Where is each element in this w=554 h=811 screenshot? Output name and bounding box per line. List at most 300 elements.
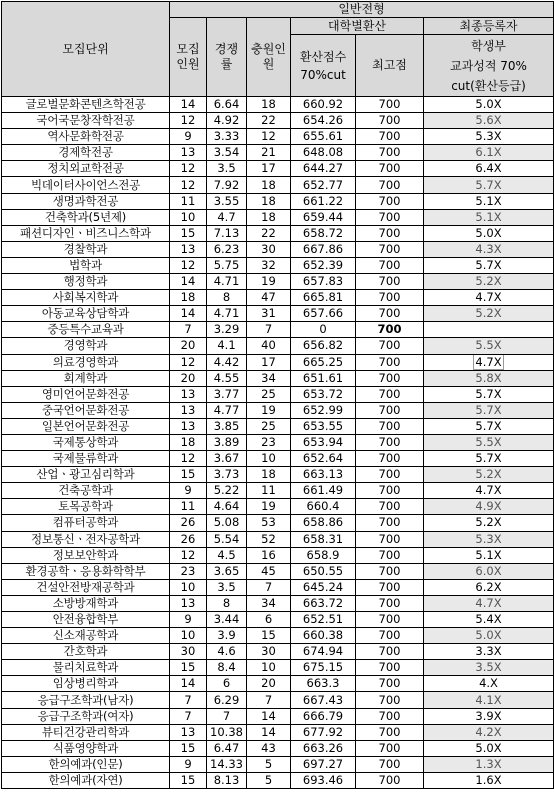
quota-cell: 13 [170,402,207,418]
table-row [2,402,554,418]
converted-header: 대학별환산 [291,18,424,35]
quota-header: 모집 인원 [170,18,207,97]
quota-cell: 20 [170,338,207,354]
max-score-cell: 700 [356,322,424,338]
table-row [2,756,554,772]
max-score-header: 최고점 [356,35,424,97]
quota-cell: 26 [170,531,207,547]
ratio-cell: 3.44 [207,612,247,628]
ratio-cell: 3.54 [207,145,247,161]
extra-cell: 11 [247,483,291,499]
grade-cell: 4.2X [424,724,554,740]
extra-cell: 47 [247,290,291,306]
quota-cell: 20 [170,370,207,386]
quota-cell: 13 [170,595,207,611]
score-cell: 663.26 [291,740,356,756]
table-row [2,418,554,434]
grade-cell: 3.3X [424,644,554,660]
max-score-cell: 700 [356,483,424,499]
unit-cell: 식품영양학과 [2,740,170,756]
admission-results-table [1,1,554,789]
score-cell: 675.15 [291,660,356,676]
quota-cell: 15 [170,660,207,676]
table-row [2,274,554,290]
score-cell: 653.55 [291,418,356,434]
ratio-cell: 3.89 [207,434,247,450]
max-score-cell: 700 [356,756,424,772]
quota-cell: 11 [170,193,207,209]
unit-cell: 한의예과(자연) [2,772,170,788]
ratio-cell: 6 [207,676,247,692]
unit-cell: 글로벌문화콘텐츠학전공 [2,97,170,113]
unit-header: 모집단위 [2,2,170,97]
score-cell: 652.39 [291,257,356,273]
unit-cell: 영미언어문화전공 [2,386,170,402]
grade-cell: 3.5X [424,660,554,676]
max-score-cell: 700 [356,547,424,563]
extra-cell: 52 [247,531,291,547]
grade-cell: 5.2X [424,467,554,483]
table-row [2,595,554,611]
ratio-cell: 7 [207,708,247,724]
max-score-cell: 700 [356,274,424,290]
score-cell: 665.81 [291,290,356,306]
quota-cell: 7 [170,708,207,724]
quota-cell: 9 [170,129,207,145]
unit-cell: 일본언어문화전공 [2,418,170,434]
score-cell: 656.82 [291,338,356,354]
quota-cell: 13 [170,241,207,257]
quota-cell: 7 [170,692,207,708]
ratio-cell: 3.29 [207,322,247,338]
unit-cell: 정치외교학전공 [2,161,170,177]
score-cell: 648.08 [291,145,356,161]
max-score-cell: 700 [356,772,424,788]
grade-cell: 4.X [424,676,554,692]
extra-cell: 17 [247,354,291,370]
quota-cell: 18 [170,434,207,450]
quota-cell: 12 [170,177,207,193]
table-row [2,547,554,563]
max-score-cell: 700 [356,708,424,724]
extra-cell: 18 [247,97,291,113]
quota-cell: 10 [170,628,207,644]
table-row [2,467,554,483]
max-score-cell: 700 [356,97,424,113]
ratio-cell: 4.92 [207,113,247,129]
unit-cell: 법학과 [2,257,170,273]
grade-cell: 5.0X [424,225,554,241]
grade-cell: 5.7X [424,257,554,273]
ratio-cell: 4.6 [207,644,247,660]
max-score-cell: 700 [356,595,424,611]
max-score-cell: 700 [356,306,424,322]
quota-cell: 10 [170,579,207,595]
ratio-cell: 3.55 [207,193,247,209]
max-score-cell: 700 [356,451,424,467]
table-row [2,483,554,499]
table-row [2,306,554,322]
max-score-cell: 700 [356,644,424,660]
max-score-cell: 700 [356,563,424,579]
grade-cell: 1.6X [424,772,554,788]
unit-cell: 의료경영학과 [2,354,170,370]
table-row [2,692,554,708]
table-row [2,257,554,273]
unit-cell: 패션디자인ㆍ비즈니스학과 [2,225,170,241]
table-row [2,772,554,788]
table-row [2,451,554,467]
table-row [2,177,554,193]
quota-cell: 9 [170,483,207,499]
ratio-cell: 4.1 [207,338,247,354]
table-row [2,338,554,354]
grade-cell: 4.1X [424,692,554,708]
quota-cell: 13 [170,724,207,740]
unit-cell: 신소재공학과 [2,628,170,644]
quota-cell: 12 [170,113,207,129]
quota-cell: 14 [170,274,207,290]
table-row [2,563,554,579]
extra-cell: 6 [247,612,291,628]
grade-cell: 5.6X [424,113,554,129]
max-score-cell: 700 [356,193,424,209]
table-row [2,644,554,660]
unit-cell: 경제학전공 [2,145,170,161]
quota-cell: 18 [170,290,207,306]
score-cell: 666.79 [291,708,356,724]
score-cell: 660.92 [291,97,356,113]
extra-cell: 43 [247,740,291,756]
quota-cell: 15 [170,225,207,241]
extra-cell: 19 [247,274,291,290]
ratio-header: 경쟁 률 [207,18,247,97]
score70-header: 환산점수 70%cut [291,35,356,97]
ratio-cell: 6.29 [207,692,247,708]
unit-cell: 중국언어문화전공 [2,402,170,418]
unit-cell: 산업ㆍ광고심리학과 [2,467,170,483]
unit-cell: 안전융합학부 [2,612,170,628]
unit-cell: 간호학과 [2,644,170,660]
quota-cell: 12 [170,354,207,370]
grade-cell: 5.1X [424,209,554,225]
grade-cell: 6.0X [424,563,554,579]
unit-cell: 회계학과 [2,370,170,386]
extra-cell: 31 [247,306,291,322]
ratio-cell: 14.33 [207,756,247,772]
ratio-cell: 5.54 [207,531,247,547]
grade-cell: 6.1X [424,145,554,161]
quota-cell: 26 [170,515,207,531]
unit-cell: 정보통신ㆍ전자공학과 [2,531,170,547]
score-cell: 653.72 [291,386,356,402]
ratio-cell: 3.5 [207,161,247,177]
score-cell: 652.64 [291,451,356,467]
ratio-cell: 3.5 [207,579,247,595]
table-row [2,724,554,740]
max-score-cell: 700 [356,660,424,676]
score-cell: 657.66 [291,306,356,322]
ratio-cell: 8.4 [207,660,247,676]
score-cell: 652.77 [291,177,356,193]
extra-cell: 19 [247,402,291,418]
extra-cell: 5 [247,756,291,772]
quota-cell: 7 [170,322,207,338]
extra-cell: 14 [247,708,291,724]
score-cell: 655.61 [291,129,356,145]
table-row [2,660,554,676]
quota-cell: 30 [170,644,207,660]
max-score-cell: 700 [356,370,424,386]
table-row [2,434,554,450]
extra-cell: 23 [247,434,291,450]
grade-cell [424,354,554,370]
score-cell: 0 [291,322,356,338]
ratio-cell: 6.47 [207,740,247,756]
max-score-cell: 700 [356,225,424,241]
extra-header: 충원인 원 [247,18,291,97]
table-row [2,97,554,113]
unit-cell: 국제통상학과 [2,434,170,450]
extra-cell: 20 [247,676,291,692]
extra-cell: 25 [247,418,291,434]
unit-cell: 중등특수교육과 [2,322,170,338]
score-cell: 665.25 [291,354,356,370]
final-grade-header: 학생부 교과성적 70% cut(환산등급) [424,35,554,97]
extra-cell: 19 [247,499,291,515]
score-cell: 667.43 [291,692,356,708]
ratio-cell: 5.75 [207,257,247,273]
grade-cell: 5.0X [424,628,554,644]
table-row [2,193,554,209]
unit-cell: 아동교육상담학과 [2,306,170,322]
ratio-cell: 7.92 [207,177,247,193]
unit-cell: 행정학과 [2,274,170,290]
max-score-cell: 700 [356,515,424,531]
unit-cell: 빅데이터사이언스전공 [2,177,170,193]
ratio-cell: 5.08 [207,515,247,531]
extra-cell: 10 [247,451,291,467]
quota-cell: 13 [170,418,207,434]
max-score-cell: 700 [356,257,424,273]
score-cell: 660.38 [291,628,356,644]
grade-cell: 5.3X [424,531,554,547]
ratio-cell: 4.5 [207,547,247,563]
quota-cell: 15 [170,467,207,483]
quota-cell: 14 [170,306,207,322]
extra-cell: 15 [247,628,291,644]
general-admission-header: 일반전형 [170,2,554,18]
grade-cell: 5.7X [424,386,554,402]
max-score-cell: 700 [356,161,424,177]
ratio-cell: 5.22 [207,483,247,499]
grade-cell: 6.4X [424,161,554,177]
table-row [2,515,554,531]
table-row [2,499,554,515]
grade-cell: 5.3X [424,129,554,145]
extra-cell: 16 [247,547,291,563]
quota-cell: 13 [170,386,207,402]
unit-cell: 건설안전방재공학과 [2,579,170,595]
max-score-cell: 700 [356,129,424,145]
grade-cell: 5.2X [424,515,554,531]
ratio-cell: 4.42 [207,354,247,370]
unit-cell: 역사문화학전공 [2,129,170,145]
max-score-cell: 700 [356,418,424,434]
extra-cell: 10 [247,660,291,676]
score-cell: 663.13 [291,467,356,483]
score-cell: 660.4 [291,499,356,515]
max-score-cell: 700 [356,434,424,450]
grade-highlight: 4.7X [475,354,502,369]
ratio-cell: 6.64 [207,97,247,113]
extra-cell: 18 [247,193,291,209]
unit-cell: 건축공학과 [2,483,170,499]
score-cell: 652.51 [291,612,356,628]
score-cell: 658.72 [291,225,356,241]
unit-cell: 물리치료학과 [2,660,170,676]
score-cell: 674.94 [291,644,356,660]
unit-cell: 임상병리학과 [2,676,170,692]
ratio-cell: 8.13 [207,772,247,788]
score-cell: 644.27 [291,161,356,177]
grade-cell: 5.1X [424,547,554,563]
grade-cell: 4.3X [424,241,554,257]
table-row [2,145,554,161]
grade-cell: 5.7X [424,418,554,434]
table-row [2,241,554,257]
max-score-cell: 700 [356,531,424,547]
unit-cell: 컴퓨터공학과 [2,515,170,531]
unit-cell: 소방방재학과 [2,595,170,611]
score-cell: 653.94 [291,434,356,450]
quota-cell: 15 [170,772,207,788]
unit-cell: 환경공학ㆍ응용화학학부 [2,563,170,579]
max-score-cell: 700 [356,177,424,193]
ratio-cell: 8 [207,595,247,611]
max-score-cell: 700 [356,354,424,370]
table-row [2,676,554,692]
grade-cell: 5.7X [424,451,554,467]
unit-cell: 토목공학과 [2,499,170,515]
grade-cell: 5.5X [424,434,554,450]
grade-cell: 5.0X [424,740,554,756]
score-cell: 652.99 [291,402,356,418]
extra-cell: 53 [247,515,291,531]
table-row [2,225,554,241]
grade-cell [424,322,554,338]
max-score-cell: 700 [356,692,424,708]
quota-cell: 10 [170,209,207,225]
table-row [2,113,554,129]
max-score-cell: 700 [356,628,424,644]
quota-cell: 9 [170,756,207,772]
ratio-cell: 4.7 [207,209,247,225]
table-header [2,2,554,97]
table-row [2,129,554,145]
score-cell: 677.92 [291,724,356,740]
ratio-cell: 10.38 [207,724,247,740]
ratio-cell: 7.13 [207,225,247,241]
score-cell: 663.72 [291,595,356,611]
final-header: 최종등록자 [424,18,554,35]
score-cell: 659.44 [291,209,356,225]
grade-cell: 5.0X [424,97,554,113]
ratio-cell: 8 [207,290,247,306]
ratio-cell: 3.65 [207,563,247,579]
table-row [2,612,554,628]
score-cell: 697.27 [291,756,356,772]
quota-cell: 14 [170,676,207,692]
extra-cell: 21 [247,145,291,161]
unit-cell: 경찰학과 [2,241,170,257]
ratio-cell: 3.85 [207,418,247,434]
max-score-cell: 700 [356,145,424,161]
max-score-cell: 700 [356,338,424,354]
quota-cell: 15 [170,740,207,756]
quota-cell: 12 [170,161,207,177]
extra-cell: 22 [247,113,291,129]
ratio-cell: 4.64 [207,499,247,515]
score-cell: 661.49 [291,483,356,499]
max-score-cell: 700 [356,740,424,756]
extra-cell: 5 [247,772,291,788]
grade-cell: 4.7X [424,290,554,306]
quota-cell: 11 [170,499,207,515]
score-cell: 651.61 [291,370,356,386]
extra-cell: 17 [247,161,291,177]
score-cell: 661.22 [291,193,356,209]
score-cell: 693.46 [291,772,356,788]
table-row [2,209,554,225]
grade-cell: 1.3X [424,756,554,772]
ratio-cell: 4.71 [207,274,247,290]
grade-cell: 4.7X [424,483,554,499]
extra-cell: 30 [247,241,291,257]
unit-cell: 응급구조학과(남자) [2,692,170,708]
ratio-cell: 6.23 [207,241,247,257]
extra-cell: 7 [247,322,291,338]
grade-cell: 5.8X [424,370,554,386]
score-cell: 658.9 [291,547,356,563]
table-row [2,161,554,177]
grade-cell: 5.7X [424,177,554,193]
score-cell: 667.86 [291,241,356,257]
unit-cell: 건축학과(5년제) [2,209,170,225]
extra-cell: 18 [247,177,291,193]
ratio-cell: 4.71 [207,306,247,322]
quota-cell: 13 [170,145,207,161]
unit-cell: 국제물류학과 [2,451,170,467]
quota-cell: 12 [170,451,207,467]
max-score-cell: 700 [356,113,424,129]
max-score-cell: 700 [356,499,424,515]
quota-cell: 14 [170,97,207,113]
unit-cell: 뷰티건강관리학과 [2,724,170,740]
max-score-cell: 700 [356,290,424,306]
score-cell: 654.26 [291,113,356,129]
grade-cell: 5.5X [424,338,554,354]
grade-cell: 5.7X [424,402,554,418]
max-score-cell: 700 [356,467,424,483]
quota-cell: 23 [170,563,207,579]
extra-cell: 22 [247,225,291,241]
max-score-cell: 700 [356,209,424,225]
grade-cell: 6.2X [424,579,554,595]
score-cell: 658.86 [291,515,356,531]
unit-cell: 사회복지학과 [2,290,170,306]
max-score-cell: 700 [356,579,424,595]
